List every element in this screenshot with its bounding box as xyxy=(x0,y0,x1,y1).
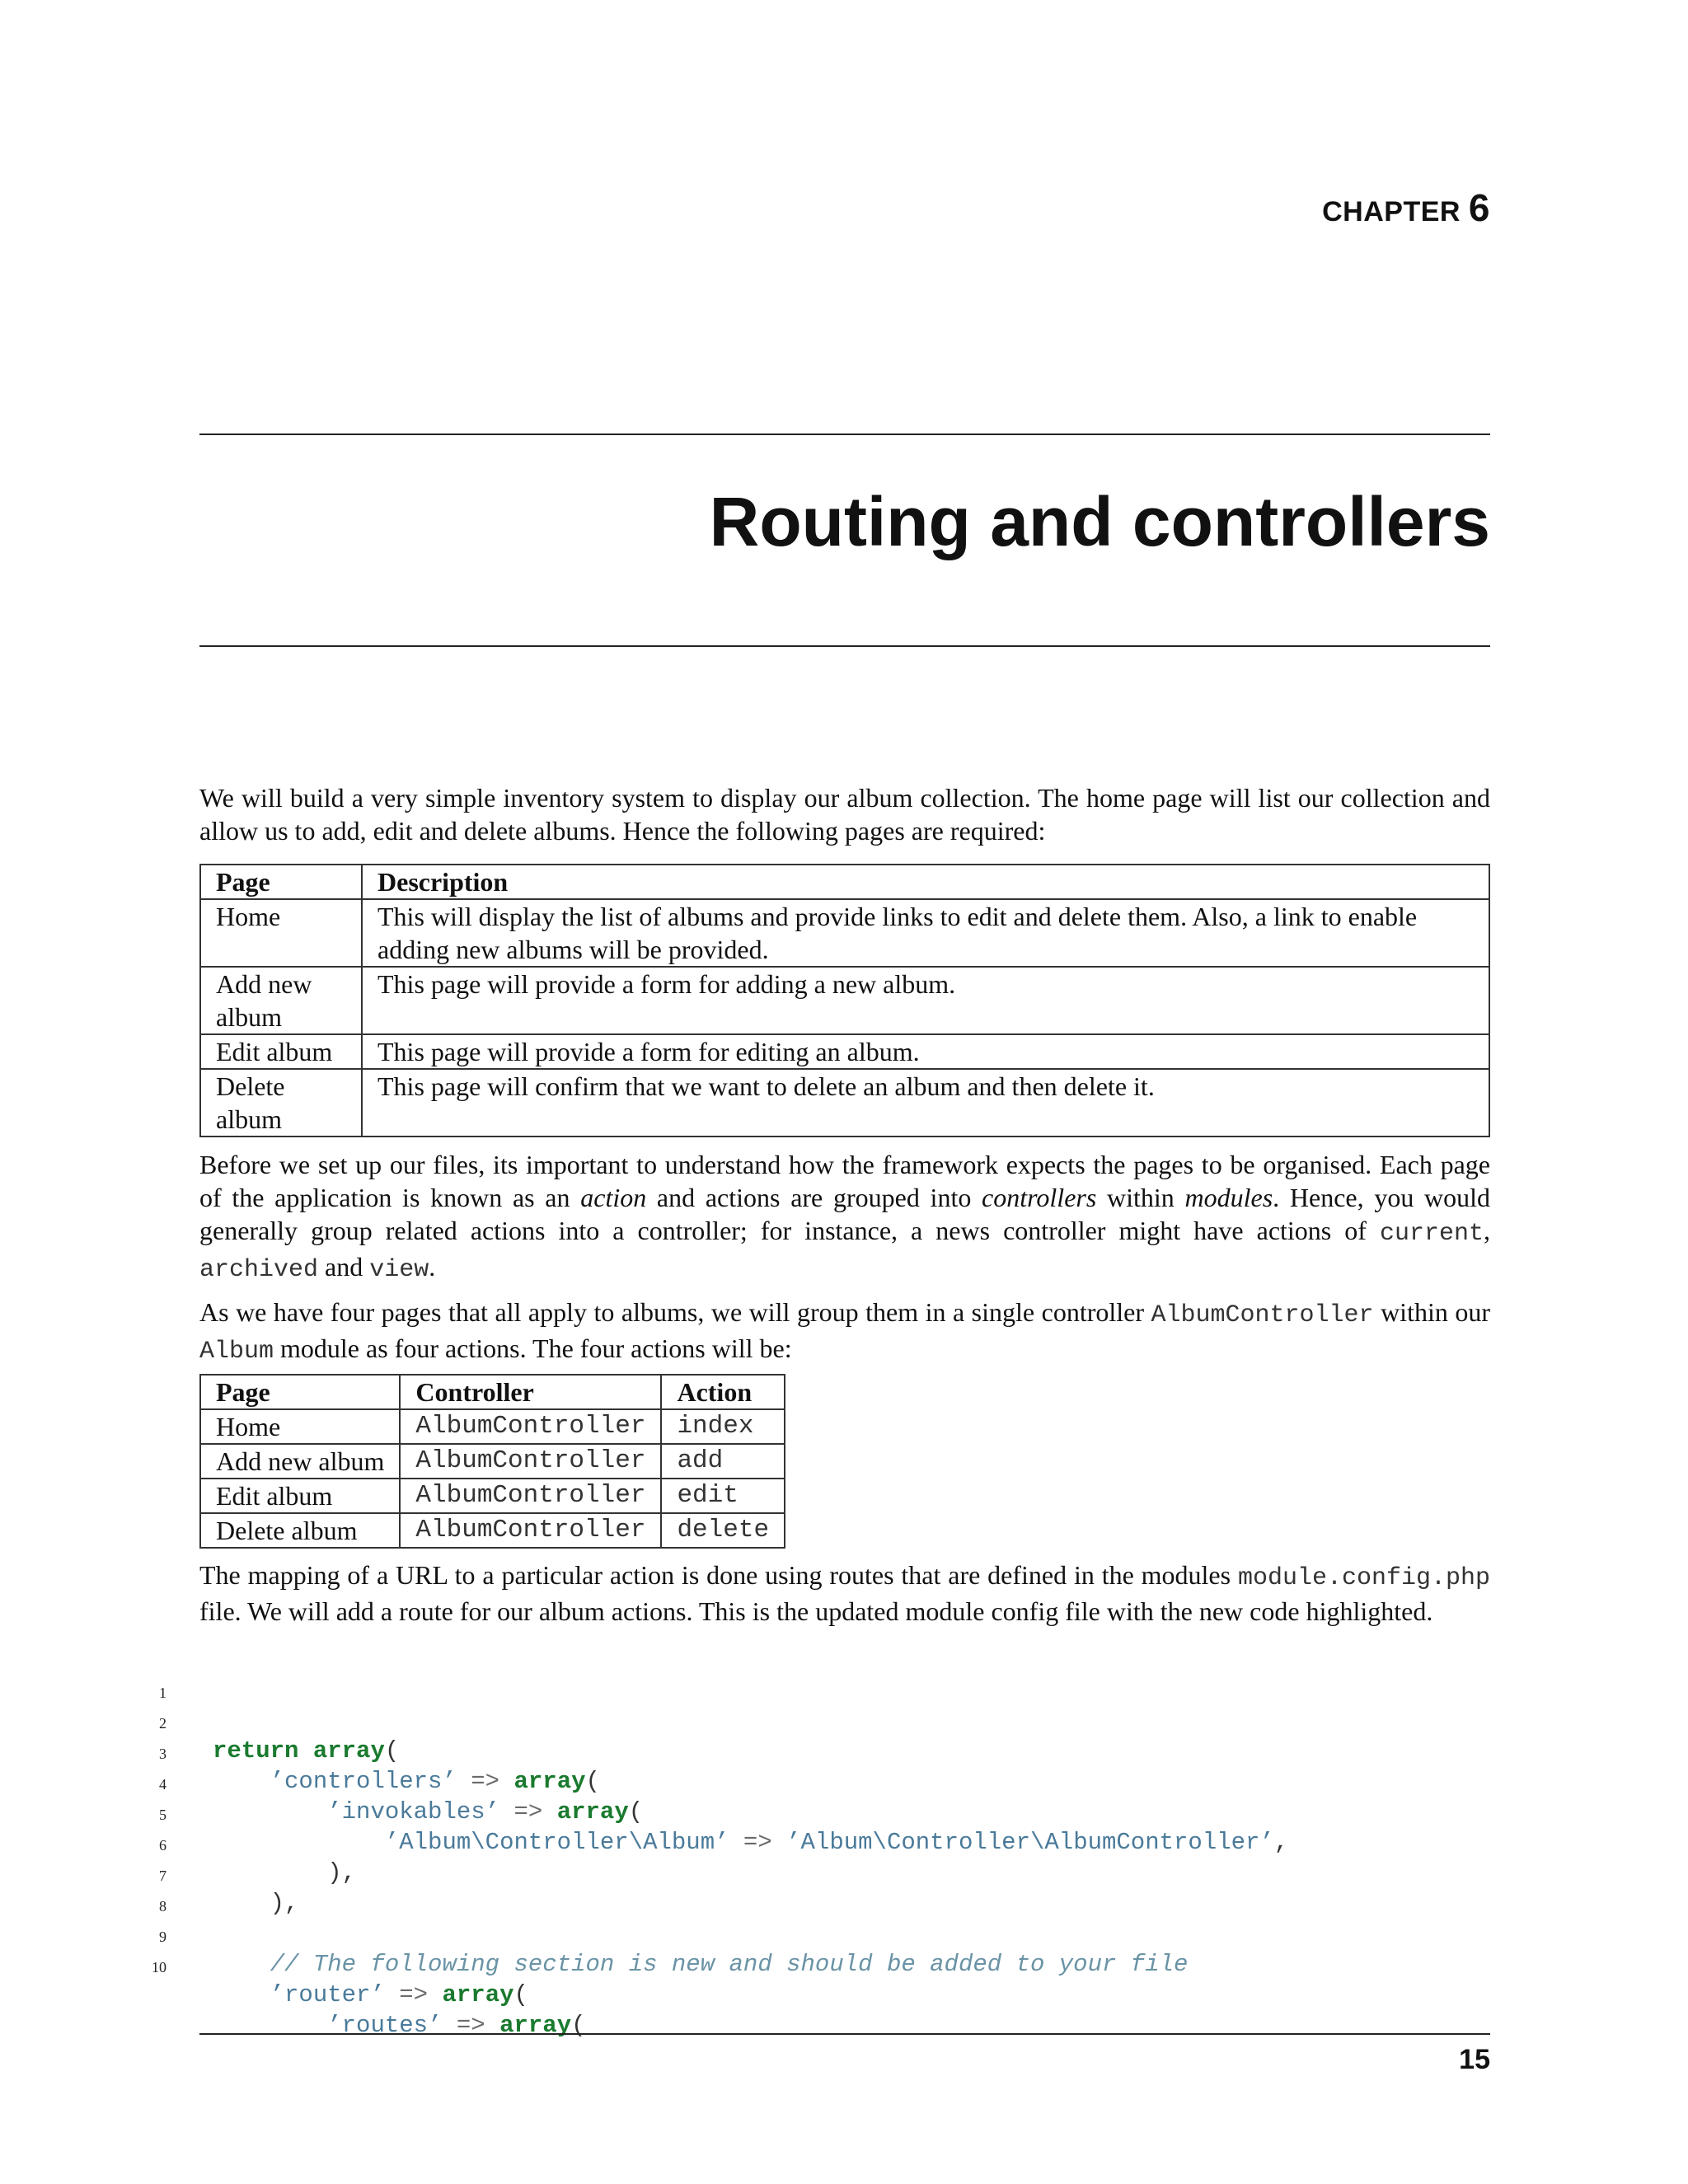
pages-table xyxy=(199,864,1490,1137)
string: ’Album\Controller\AlbumController’ xyxy=(786,1829,1274,1856)
code-current: current xyxy=(1379,1220,1484,1248)
line-number: 7 xyxy=(159,1868,166,1884)
table-cell: This page will provide a form for editing an album. xyxy=(362,1034,1489,1069)
comment: // The following section is new and should be added to your file xyxy=(270,1951,1189,1978)
intro-paragraph: We will build a very simple inventory system to display our album collection. The home page will list our collection and allow us to add, edit and delete albums. Hence the following pages are required: xyxy=(199,783,1490,846)
line-number: 2 xyxy=(159,1715,166,1732)
text-run: within xyxy=(1096,1183,1185,1212)
organisation-paragraph xyxy=(199,1148,1490,1286)
table-cell: Home xyxy=(200,1409,400,1444)
table-header-row xyxy=(200,1375,785,1409)
line-number: 1 xyxy=(159,1685,166,1701)
line-number: 9 xyxy=(159,1929,166,1945)
text-run: As we have four pages that all apply to albums, we will group them in a single controller xyxy=(199,1297,1151,1327)
text-run: The mapping of a URL to a particular action is done using routes that are defined in the modules xyxy=(199,1560,1238,1590)
table-cell: AlbumController xyxy=(400,1409,661,1444)
table-row xyxy=(200,1409,785,1444)
emphasis-action: action xyxy=(580,1183,647,1212)
table-cell: Add new album xyxy=(200,967,362,1034)
code-archived: archived xyxy=(199,1256,319,1284)
column-header: Page xyxy=(200,865,362,899)
code-line xyxy=(124,1858,1492,1888)
operator: => xyxy=(399,1981,429,2008)
code-album: Album xyxy=(199,1338,274,1366)
table-row xyxy=(200,967,1489,1034)
table-row xyxy=(200,1034,1489,1069)
keyword: array xyxy=(513,1768,586,1795)
line-number: 5 xyxy=(159,1807,166,1823)
code-line xyxy=(124,1827,1492,1917)
chapter-word: CHAPTER xyxy=(1322,196,1461,227)
table-cell: Add new album xyxy=(200,1444,400,1479)
table-cell: This page will provide a form for adding a new album. xyxy=(362,967,1489,1034)
punctuation: ( xyxy=(384,1737,400,1765)
actions-table xyxy=(199,1374,785,1549)
table-cell: Delete album xyxy=(200,1069,362,1137)
column-header: Action xyxy=(661,1375,785,1409)
table-row xyxy=(200,1444,785,1479)
table-header-row xyxy=(200,865,1489,899)
string: ’router’ xyxy=(270,1981,385,2008)
line-number: 10 xyxy=(152,1959,166,1975)
keyword: array xyxy=(442,1981,514,2008)
table-cell: AlbumController xyxy=(400,1479,661,1513)
keyword: array xyxy=(556,1798,629,1825)
table-row xyxy=(200,1069,1489,1137)
code-line xyxy=(124,1675,1492,1765)
string: ’routes’ xyxy=(327,2012,443,2039)
text-run: and xyxy=(318,1252,370,1282)
table-cell: Edit album xyxy=(200,1479,400,1513)
table-cell: This will display the list of albums and provide links to edit and delete them. Also, a link to enable adding new albums will be provided. xyxy=(362,899,1489,967)
code-view: view xyxy=(369,1256,429,1284)
table-row xyxy=(200,1513,785,1548)
string: ’controllers’ xyxy=(270,1768,457,1795)
table-cell: This page will confirm that we want to delete an album and then delete it. xyxy=(362,1069,1489,1137)
punctuation: ), xyxy=(270,1890,299,1917)
text-run: . xyxy=(429,1252,436,1282)
punctuation: ( xyxy=(513,1981,528,2008)
chapter-label xyxy=(1322,185,1490,230)
operator: => xyxy=(513,1798,543,1825)
chapter-title: Routing and controllers xyxy=(709,483,1490,560)
punctuation: ), xyxy=(327,1859,357,1886)
line-number: 4 xyxy=(159,1776,166,1793)
table-cell: index xyxy=(661,1409,785,1444)
text-run: . Hence, you would generally group related actions into a controller; for instance, a news controller might have actions of xyxy=(199,1183,1491,1245)
emphasis-modules: modules xyxy=(1184,1183,1273,1212)
table-cell: Home xyxy=(200,899,362,967)
chapter-number: 6 xyxy=(1468,186,1490,229)
column-header: Description xyxy=(362,865,1489,899)
punctuation: ( xyxy=(585,1768,600,1795)
routing-paragraph xyxy=(199,1558,1490,1628)
string: ’invokables’ xyxy=(327,1798,500,1825)
text-run: module as four actions. The four actions will be: xyxy=(274,1333,792,1363)
table-cell: delete xyxy=(661,1513,785,1548)
table-cell: AlbumController xyxy=(400,1513,661,1548)
text-run: file. We will add a route for our album actions. This is the updated module config file with the new code highlighted. xyxy=(199,1596,1433,1626)
line-number: 3 xyxy=(159,1746,166,1762)
title-bottom-rule xyxy=(199,645,1490,647)
emphasis-controllers: controllers xyxy=(982,1183,1097,1212)
keyword: return xyxy=(213,1737,299,1765)
operator: => xyxy=(456,2012,485,2039)
footer-rule xyxy=(199,2033,1490,2035)
table-cell: Delete album xyxy=(200,1513,400,1548)
column-header: Controller xyxy=(400,1375,661,1409)
table-row xyxy=(200,1479,785,1513)
code-listing xyxy=(124,1675,1492,2039)
punctuation: ( xyxy=(628,1798,644,1825)
table-cell: AlbumController xyxy=(400,1444,661,1479)
column-header: Page xyxy=(200,1375,400,1409)
code-module-config: module.config.php xyxy=(1237,1564,1490,1592)
text-run: and actions are grouped into xyxy=(646,1183,982,1212)
table-cell: edit xyxy=(661,1479,785,1513)
actions-paragraph xyxy=(199,1296,1490,1368)
operator: => xyxy=(743,1829,772,1856)
keyword: array xyxy=(312,1737,385,1765)
code-albumcontroller: AlbumController xyxy=(1151,1301,1374,1329)
table-cell: add xyxy=(661,1444,785,1479)
text-run: within our xyxy=(1373,1297,1491,1327)
punctuation: ( xyxy=(571,2012,586,2039)
page-number: 15 xyxy=(1459,2044,1490,2075)
text-run: , xyxy=(1484,1216,1490,1245)
line-number: 6 xyxy=(159,1837,166,1854)
table-row xyxy=(200,899,1489,967)
line-number: 8 xyxy=(159,1898,166,1915)
title-top-rule xyxy=(199,434,1490,435)
punctuation: , xyxy=(1273,1829,1289,1856)
string: ’Album\Controller\Album’ xyxy=(384,1829,729,1856)
keyword: array xyxy=(499,2012,572,2039)
table-cell: Edit album xyxy=(200,1034,362,1069)
text-run: Before we set up our files, its important to understand how the framework expects the pages to be organised. Each page of the application is known as an xyxy=(199,1150,1490,1212)
operator: => xyxy=(471,1768,500,1795)
